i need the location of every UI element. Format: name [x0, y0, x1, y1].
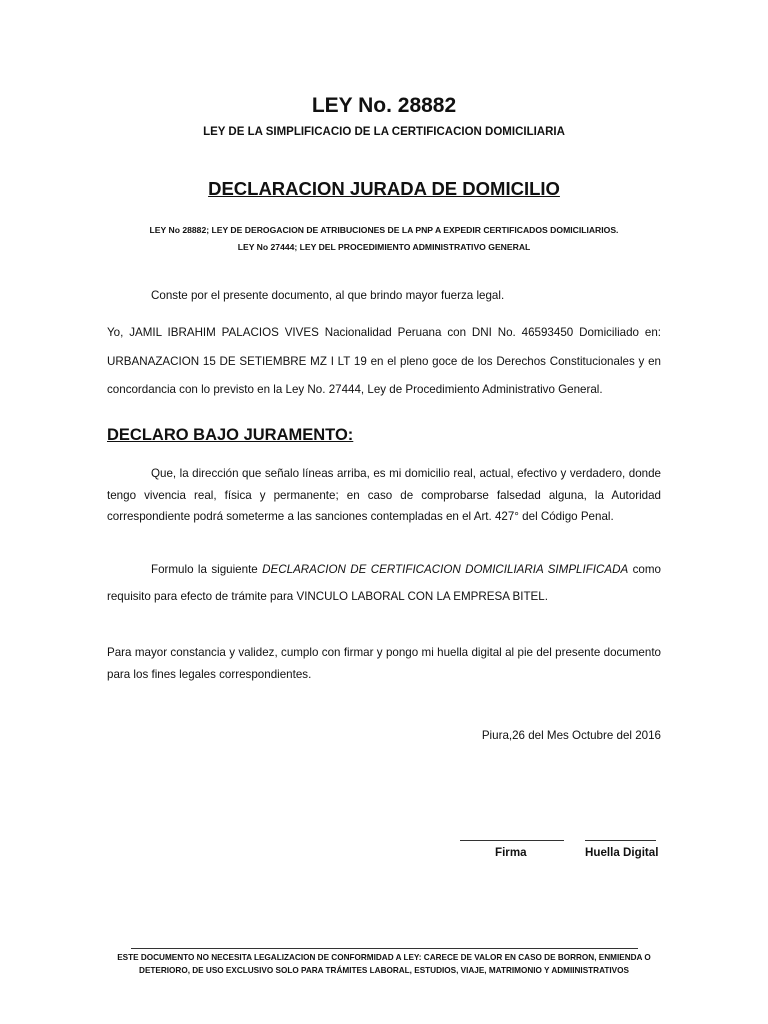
date-line: Piura,26 del Mes Octubre del 2016 [481, 729, 661, 742]
formulo-prefix: Formulo la siguiente [151, 563, 263, 576]
law-reference-line: LEY No 28882; LEY DE DEROGACION DE ATRIBUCIONES DE LA PNP A EXPEDIR CERTIFICADOS DOMICILIARIOS. [149, 225, 619, 235]
formulo-suffix: como requisito para efecto de trámite para VINCULO LABORAL CON LA EMPRESA BITEL. [107, 563, 661, 603]
intro-paragraph: Conste por el presente documento, al que brindo mayor fuerza legal. [151, 289, 505, 302]
fingerprint-label: Huella Digital [585, 846, 659, 859]
law-subtitle: LEY DE LA SIMPLIFICACIO DE LA CERTIFICACION DOMICILIARIA [203, 126, 565, 138]
footer-note: ESTE DOCUMENTO NO NECESITA LEGALIZACION DE CONFORMIDAD A LEY: CARECE DE VALOR EN CASO DE BORRON, ENMIENDA O DETERIORO, DE USO EXCLUSIVO SOLO PARA TRÁMITES LABORAL, ESTUDIOS, VIAJE, MATRIMONIO Y ADMIINISTRATIVOS [117, 953, 651, 975]
oath-paragraph: Que, la dirección que señalo líneas arriba, es mi domicilio real, actual, efectivo y verdadero, donde tengo vivencia real, física y permanente; en caso de comprobarse falsedad alguna, la Autoridad correspondiente podrá someterme a las sanciones contempladas en el Art. 427° del Código Penal. [107, 467, 661, 523]
law-references [0, 222, 768, 256]
declaration-title: DECLARACION JURADA DE DOMICILIO [208, 178, 560, 199]
law-reference-line: LEY No 27444; LEY DEL PROCEDIMIENTO ADMINISTRATIVO GENERAL [237, 242, 531, 252]
law-title: LEY No. 28882 [311, 94, 457, 117]
oath-heading: DECLARO BAJO JURAMENTO: [107, 426, 354, 444]
formulo-paragraph [107, 556, 661, 610]
closing-paragraph: Para mayor constancia y validez, cumplo con firmar y pongo mi huella digital al pie del presente documento para los fines legales correspondientes. [107, 646, 661, 681]
footer-divider [131, 948, 638, 949]
signature-line [460, 840, 564, 841]
signature-label: Firma [495, 846, 527, 859]
identity-paragraph: Yo, JAMIL IBRAHIM PALACIOS VIVES Nacionalidad Peruana con DNI No. 46593450 Domiciliado en: URBANAZACION 15 DE SETIEMBRE MZ I LT 19 en el pleno goce de los Derechos Constitucionales y en concordancia con lo previsto en la Ley No. 27444, Ley de Procedimiento Administrativo General. [107, 326, 661, 396]
fingerprint-line [585, 840, 656, 841]
formulo-emphasis: DECLARACION DE CERTIFICACION DOMICILIARIA SIMPLIFICADA [262, 563, 629, 576]
